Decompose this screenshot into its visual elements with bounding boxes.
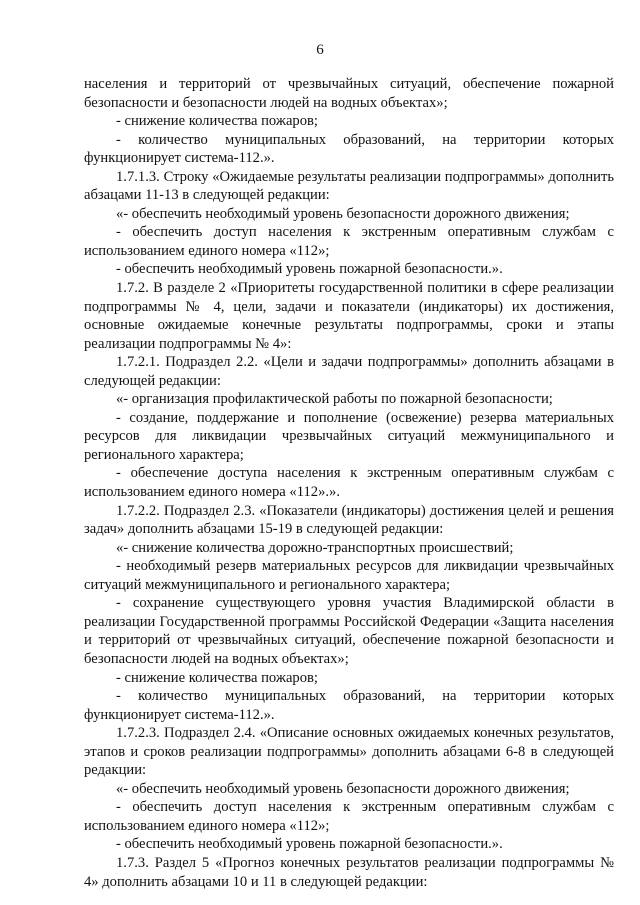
paragraph: - обеспечить доступ населения к экстренным оперативным службам с использованием единого номера «112»; bbox=[84, 799, 614, 834]
paragraph: - количество муниципальных образований, на территории которых функционирует система-112.». bbox=[84, 131, 614, 167]
paragraph: 1.7.2. В разделе 2 «Приоритеты государственной политики в сфере реализации подпрограммы № 4, цели, задачи и показатели (индикаторы) их достижения, основные ожидаемые конечные результаты подпрограммы, сроки и этапы реализации подпрограммы № 4»: bbox=[84, 280, 614, 352]
paragraph: 1.7.2.1. Подраздел 2.2. «Цели и задачи подпрограммы» дополнить абзацами в следующей редакции: bbox=[84, 354, 614, 389]
paragraph: - необходимый резерв материальных ресурсов для ликвидации чрезвычайных ситуаций межмуниципального и регионального характера; bbox=[84, 558, 614, 593]
paragraph: - сохранение существующего уровня участия Владимирской области в реализации Государственной программы Российской Федерации «Защита населения и территорий от чрезвычайных ситуаций, обеспечение пожарной безопасности и безопасности людей на водных объектах»; bbox=[84, 595, 614, 667]
paragraph: «- обеспечить необходимый уровень безопасности дорожного движения; bbox=[116, 205, 570, 222]
page-number: 6 bbox=[316, 42, 324, 58]
paragraph: населения и территорий от чрезвычайных ситуаций, обеспечение пожарной безопасности и безопасности людей на водных объектах»; bbox=[84, 76, 614, 111]
paragraph: - снижение количества пожаров; bbox=[116, 669, 318, 686]
paragraph: - обеспечить доступ населения к экстренным оперативным службам с использованием единого номера «112»; bbox=[84, 224, 614, 259]
paragraph: - обеспечить необходимый уровень пожарной безопасности.». bbox=[116, 836, 503, 853]
document-body bbox=[84, 75, 614, 891]
paragraph: - количество муниципальных образований, на территории которых функционирует система-112.». bbox=[84, 688, 614, 723]
paragraph: - обеспечение доступа населения к экстренным оперативным службам с использованием единого номера «112».». bbox=[84, 465, 614, 501]
paragraph: 1.7.1.3. Строку «Ожидаемые результаты реализации подпрограммы» дополнить абзацами 11-13 в следующей редакции: bbox=[84, 168, 614, 204]
paragraph: - создание, поддержание и пополнение (освежение) резерва материальных ресурсов для ликвидации чрезвычайных ситуаций межмуниципального и регионального характера; bbox=[84, 409, 614, 463]
paragraph: «- снижение количества дорожно-транспортных происшествий; bbox=[116, 539, 514, 556]
paragraph: 1.7.2.2. Подраздел 2.3. «Показатели (индикаторы) достижения целей и решения задач» дополнить абзацами 15-19 в следующей редакции: bbox=[84, 502, 614, 538]
paragraph: «- обеспечить необходимый уровень безопасности дорожного движения; bbox=[116, 780, 570, 797]
paragraph: - снижение количества пожаров; bbox=[116, 113, 318, 130]
paragraph: 1.7.2.3. Подраздел 2.4. «Описание основных ожидаемых конечных результатов, этапов и сроков реализации подпрограммы» дополнить абзацами 6-8 в следующей редакции: bbox=[84, 725, 614, 779]
paragraph: - обеспечить необходимый уровень пожарной безопасности.». bbox=[116, 261, 503, 278]
paragraph: 1.7.3. Раздел 5 «Прогноз конечных результатов реализации подпрограммы № 4» дополнить абзацами 10 и 11 в следующей редакции: bbox=[84, 854, 614, 890]
paragraph: «- организация профилактической работы по пожарной безопасности; bbox=[116, 391, 553, 408]
